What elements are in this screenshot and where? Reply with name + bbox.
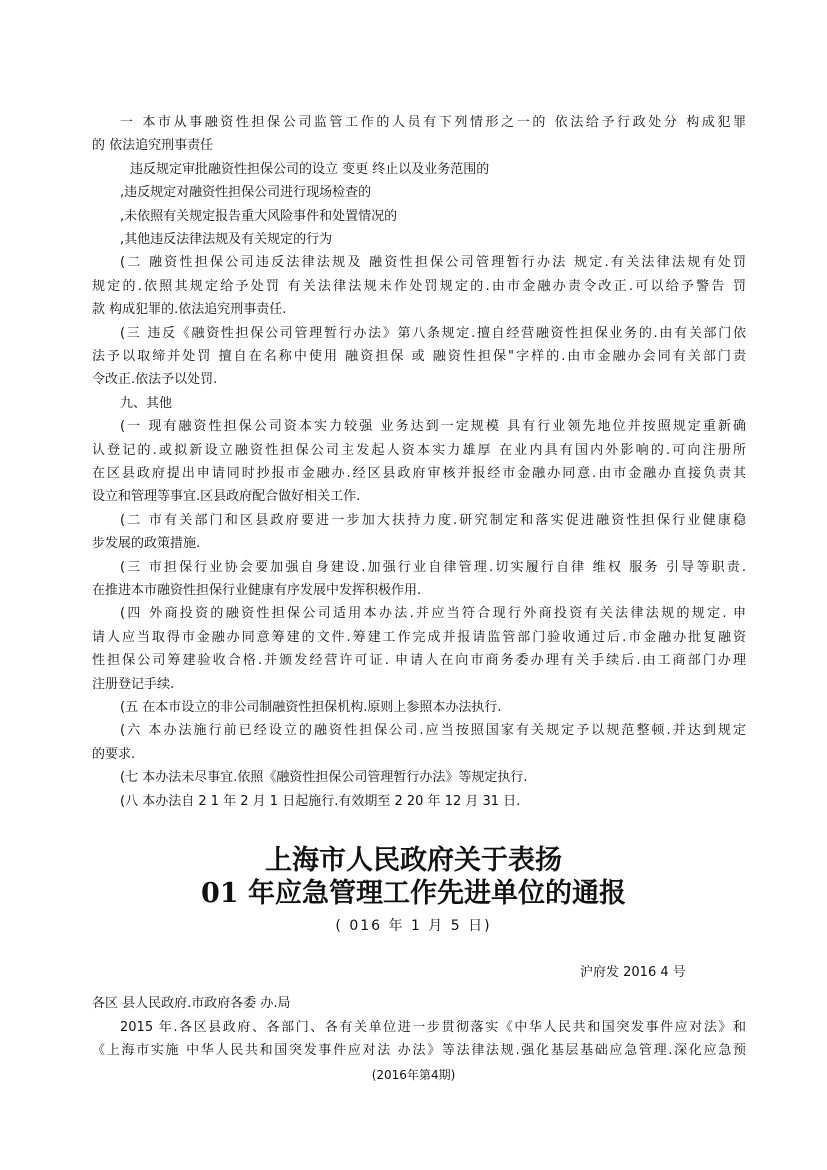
- notice-title-line-2: 01 年应急管理工作先进单位的通报: [201, 878, 626, 909]
- text-line: (二 融资性担保公司违反法律法规及 融资性担保公司管理暂行办法 规定.有关法律法规有处罚: [120, 255, 746, 271]
- text-line: ,违反规定对融资性担保公司进行现场检查的: [120, 185, 372, 201]
- text-line: 的要求.: [92, 746, 136, 762]
- text-line: 注册登记手续.: [92, 676, 175, 692]
- text-line: 请人应当取得市金融办同意筹建的文件.筹建工作完成并报请监管部门验收通过后.市金融办批复融资: [92, 629, 746, 645]
- text-line: ,其他违反法律法规及有关规定的行为: [120, 232, 333, 248]
- text-line: 设立和管理等事宜.区县政府配合做好相关工作.: [92, 489, 361, 505]
- text-line: 认登记的.或拟新设立融资性担保公司主发起人资本实力雄厚 在业内具有国内外影响的.可向注册所: [92, 442, 746, 458]
- text-line: ,未依照有关规定报告重大风险事件和处置情况的: [120, 208, 398, 224]
- text-line: (五 在本市设立的非公司制融资性担保机构.原则上参照本办法执行.: [120, 699, 502, 715]
- text-line: 性担保公司筹建验收合格.并颁发经营许可证. 申请人在向市商务委办理有关手续后.由工商部门办理: [92, 653, 746, 669]
- text-line: (二 市有关部门和区县政府要进一步加大扶持力度.研究制定和落实促进融资性担保行业健康稳: [120, 512, 746, 528]
- text-line: 规定的.依照其规定给予处罚 有关法律法规未作处罚规定的.由市金融办责令改正.可以给予警告 罚: [92, 278, 746, 294]
- notice-date: ( 016 年 1 月 5 日): [335, 918, 492, 934]
- text-line: 令改正.依法予以处罚.: [92, 372, 218, 388]
- text-line: 步发展的政策措施.: [92, 536, 201, 552]
- regulation-text: [92, 111, 746, 813]
- text-line: (八 本办法自 2 1 年 2 月 1 日起施行.有效期至 2 20 年 12 月 31 日.: [120, 793, 521, 809]
- text-line: 在推进本市融资性担保行业健康有序发展中发挥积极作用.: [92, 582, 422, 598]
- text-line: (三 违反《融资性担保公司管理暂行办法》第八条规定.擅自经营融资性担保业务的.由有关部门依: [120, 325, 746, 341]
- text-line: (一 现有融资性担保公司资本实力较强 业务达到一定规模 具有行业领先地位并按照规定重新确: [120, 419, 746, 435]
- document-number: 沪府发 2016 4 号: [580, 965, 686, 980]
- text-line: 法予以取缔并处罚 擅自在名称中使用 融资担保 或 融资性担保"字样的.由市金融办会同有关部门责: [92, 349, 746, 364]
- text-line: 款 构成犯罪的.依法追究刑事责任.: [92, 302, 287, 318]
- text-line: 在区县政府提出申请同时抄报市金融办.经区县政府审核并报经市金融办同意.由市金融办直接负责其: [92, 465, 746, 481]
- text-line: 2015 年.各区县政府、各部门、各有关单位进一步贯彻落实《中华人民共和国突发事件应对法》和: [120, 1020, 746, 1035]
- text-line: (七 本办法未尽事宜.依照《融资性担保公司管理暂行办法》等规定执行.: [120, 770, 528, 786]
- text-line: (三 市担保行业协会要加强自身建设.加强行业自律管理.切实履行自律 维权 服务 引导等职责.: [120, 559, 746, 575]
- notice-title-line-1: 上海市人民政府关于表扬: [265, 845, 562, 876]
- issue-footer: (2016年第4期): [371, 1068, 456, 1082]
- notice-body: [92, 1016, 746, 1063]
- text-line: 九、其他: [120, 395, 173, 411]
- addressee: 各区 县人民政府.市政府各委 办.局: [92, 996, 291, 1011]
- text-line: (六 本办法施行前已经设立的融资性担保公司.应当按照国家有关规定予以规范整顿.并达到规定: [120, 723, 746, 739]
- text-line: (四 外商投资的融资性担保公司适用本办法.并应当符合现行外商投资有关法律法规的规定. 申: [120, 606, 746, 622]
- text-line: 违反规定审批融资性担保公司的设立 变更 终止以及业务范围的: [130, 161, 490, 177]
- text-line: 《上海市实施 中华人民共和国突发事件应对法 办法》等法律法规.强化基层基础应急管理.深化应急预: [92, 1043, 746, 1059]
- text-line: 的 依法追究刑事责任: [92, 138, 214, 154]
- text-line: 一 本市从事融资性担保公司监管工作的人员有下列情形之一的 依法给予行政处分 构成犯罪: [120, 115, 746, 130]
